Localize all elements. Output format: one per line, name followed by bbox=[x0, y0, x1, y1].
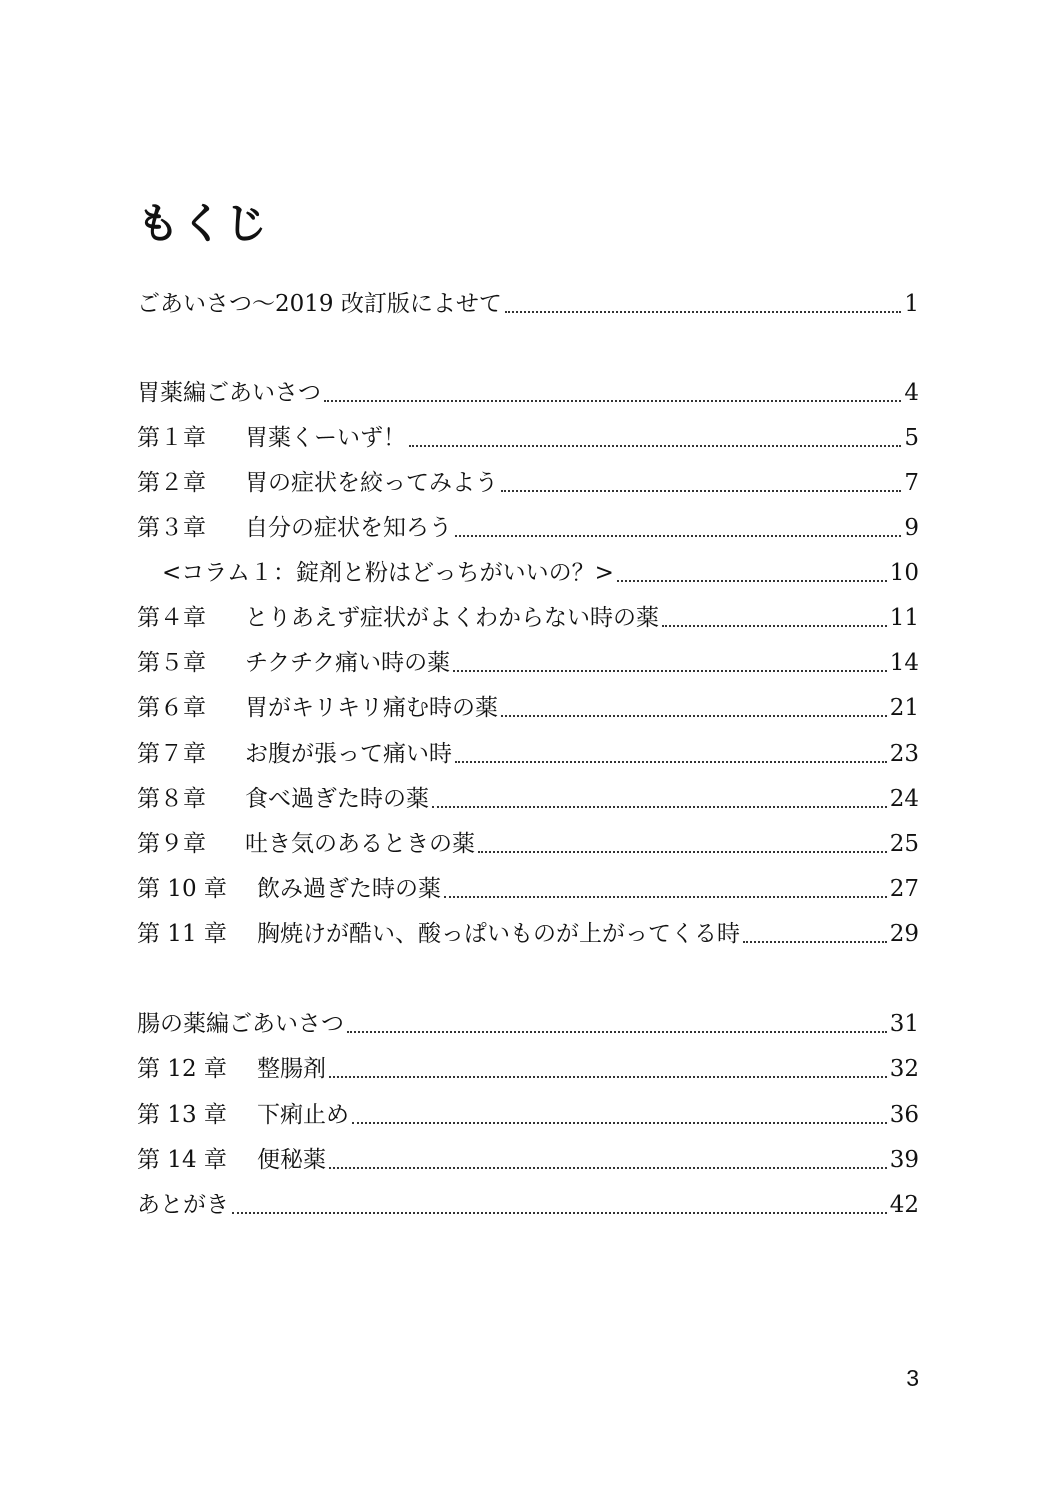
chapter-number: 第 10 章 bbox=[137, 876, 227, 902]
leader-dots bbox=[617, 558, 887, 588]
toc-entry-page: 7 bbox=[904, 470, 919, 496]
leader-dots bbox=[501, 468, 901, 498]
leader-dots bbox=[329, 1145, 887, 1175]
toc-entry-page: 32 bbox=[889, 1056, 919, 1082]
toc-entry-label: 自分の症状を知ろう bbox=[245, 515, 452, 541]
toc-entry-column-1[interactable] bbox=[162, 548, 919, 588]
toc-entry-page: 39 bbox=[889, 1147, 919, 1173]
page-number: 3 bbox=[906, 1365, 919, 1391]
leader-dots bbox=[453, 648, 887, 678]
toc-entry-page: 29 bbox=[889, 921, 919, 947]
toc-entry-chapter-1[interactable] bbox=[137, 413, 919, 453]
leader-dots bbox=[232, 1190, 887, 1220]
toc-entry-page: 36 bbox=[889, 1102, 919, 1128]
toc-entry-label: あとがき bbox=[137, 1192, 229, 1218]
toc-entry-chapter-11[interactable] bbox=[137, 909, 919, 949]
chapter-number: 第５章 bbox=[137, 650, 206, 676]
toc-entry-page: 9 bbox=[904, 515, 919, 541]
chapter-number: 第８章 bbox=[137, 786, 206, 812]
leader-dots bbox=[455, 739, 887, 769]
toc-entry-page: 4 bbox=[904, 380, 919, 406]
leader-dots bbox=[444, 874, 887, 904]
toc-entry-label: 飲み過ぎた時の薬 bbox=[257, 876, 441, 902]
toc-entry-chapter-3[interactable] bbox=[137, 503, 919, 543]
leader-dots bbox=[455, 513, 901, 543]
toc-entry-label: 便秘薬 bbox=[257, 1147, 326, 1173]
chapter-number: 第 13 章 bbox=[137, 1102, 227, 1128]
leader-dots bbox=[432, 784, 887, 814]
toc-entry-page: 25 bbox=[889, 831, 919, 857]
toc-entry-page: 23 bbox=[889, 741, 919, 767]
toc-entry-page: 31 bbox=[889, 1011, 919, 1037]
toc-entry-page: 11 bbox=[889, 605, 919, 631]
toc-entry-page: 14 bbox=[889, 650, 919, 676]
leader-dots bbox=[662, 603, 887, 633]
leader-dots bbox=[409, 423, 901, 453]
toc-entry-label: チクチク痛い時の薬 bbox=[245, 650, 451, 676]
toc-entry-page: 42 bbox=[889, 1192, 919, 1218]
toc-entry-chapter-8[interactable] bbox=[137, 774, 919, 814]
leader-dots bbox=[352, 1100, 887, 1130]
leader-dots bbox=[347, 1009, 887, 1039]
toc-entry-chapter-10[interactable] bbox=[137, 864, 919, 904]
chapter-number: 第 14 章 bbox=[137, 1147, 227, 1173]
leader-dots bbox=[329, 1054, 887, 1084]
toc-entry-page: 21 bbox=[889, 695, 919, 721]
toc-entry-label: 吐き気のあるときの薬 bbox=[245, 831, 475, 857]
toc-entry-label: 整腸剤 bbox=[257, 1056, 326, 1082]
chapter-number: 第１章 bbox=[137, 425, 206, 451]
toc-entry-chapter-4[interactable] bbox=[137, 593, 919, 633]
toc-entry-page: 1 bbox=[904, 291, 919, 317]
toc-entry-stomach-greeting[interactable] bbox=[137, 368, 919, 408]
leader-dots bbox=[505, 289, 902, 319]
toc-entry-label: 胃薬くーいず！ bbox=[245, 425, 406, 451]
toc-entry-label: 胃薬編ごあいさつ bbox=[137, 380, 321, 406]
toc-entry-label: 食べ過ぎた時の薬 bbox=[245, 786, 429, 812]
toc-entry-label: 胃がキリキリ痛む時の薬 bbox=[245, 695, 498, 721]
toc-entry-page: 5 bbox=[904, 425, 919, 451]
toc-entry-afterword[interactable] bbox=[137, 1180, 919, 1220]
leader-dots bbox=[743, 919, 887, 949]
toc-entry-chapter-7[interactable] bbox=[137, 729, 919, 769]
chapter-number: 第４章 bbox=[137, 605, 206, 631]
toc-entry-page: 27 bbox=[889, 876, 919, 902]
toc-entry-label: ごあいさつ～2019 改訂版によせて bbox=[137, 291, 502, 317]
toc-entry-label: 胃の症状を絞ってみよう bbox=[245, 470, 498, 496]
toc-entry-chapter-2[interactable] bbox=[137, 458, 919, 498]
chapter-number: 第 12 章 bbox=[137, 1056, 227, 1082]
toc-entry-chapter-12[interactable] bbox=[137, 1044, 919, 1084]
toc-entry-chapter-9[interactable] bbox=[137, 819, 919, 859]
chapter-number: 第２章 bbox=[137, 470, 206, 496]
toc-entry-intestine-greeting[interactable] bbox=[137, 999, 919, 1039]
toc-entry-label: 下痢止め bbox=[257, 1102, 349, 1128]
toc-entry-chapter-13[interactable] bbox=[137, 1090, 919, 1130]
toc-entry-page: 10 bbox=[889, 560, 919, 586]
toc-entry-label: とりあえず症状がよくわからない時の薬 bbox=[245, 605, 659, 631]
toc-entry-chapter-5[interactable] bbox=[137, 638, 919, 678]
toc-entry-label: お腹が張って痛い時 bbox=[245, 741, 452, 767]
toc-entry-label: 胸焼けが酷い、酸っぱいものが上がってくる時 bbox=[257, 921, 740, 947]
chapter-number: 第３章 bbox=[137, 515, 206, 541]
chapter-number: 第６章 bbox=[137, 695, 206, 721]
page-title: もくじ bbox=[137, 199, 270, 248]
leader-dots bbox=[478, 829, 887, 859]
chapter-number: 第 11 章 bbox=[137, 921, 227, 947]
toc-entry-label: 腸の薬編ごあいさつ bbox=[137, 1011, 344, 1037]
chapter-number: 第７章 bbox=[137, 741, 206, 767]
chapter-number: 第９章 bbox=[137, 831, 206, 857]
toc-entry-page: 24 bbox=[889, 786, 919, 812]
toc-entry-intro[interactable] bbox=[137, 279, 919, 319]
toc-entry-chapter-6[interactable] bbox=[137, 683, 919, 723]
leader-dots bbox=[501, 693, 887, 723]
leader-dots bbox=[324, 378, 901, 408]
toc-entry-label: <コラム１：錠剤と粉はどっちがいいの？> bbox=[162, 560, 614, 586]
toc-entry-chapter-14[interactable] bbox=[137, 1135, 919, 1175]
